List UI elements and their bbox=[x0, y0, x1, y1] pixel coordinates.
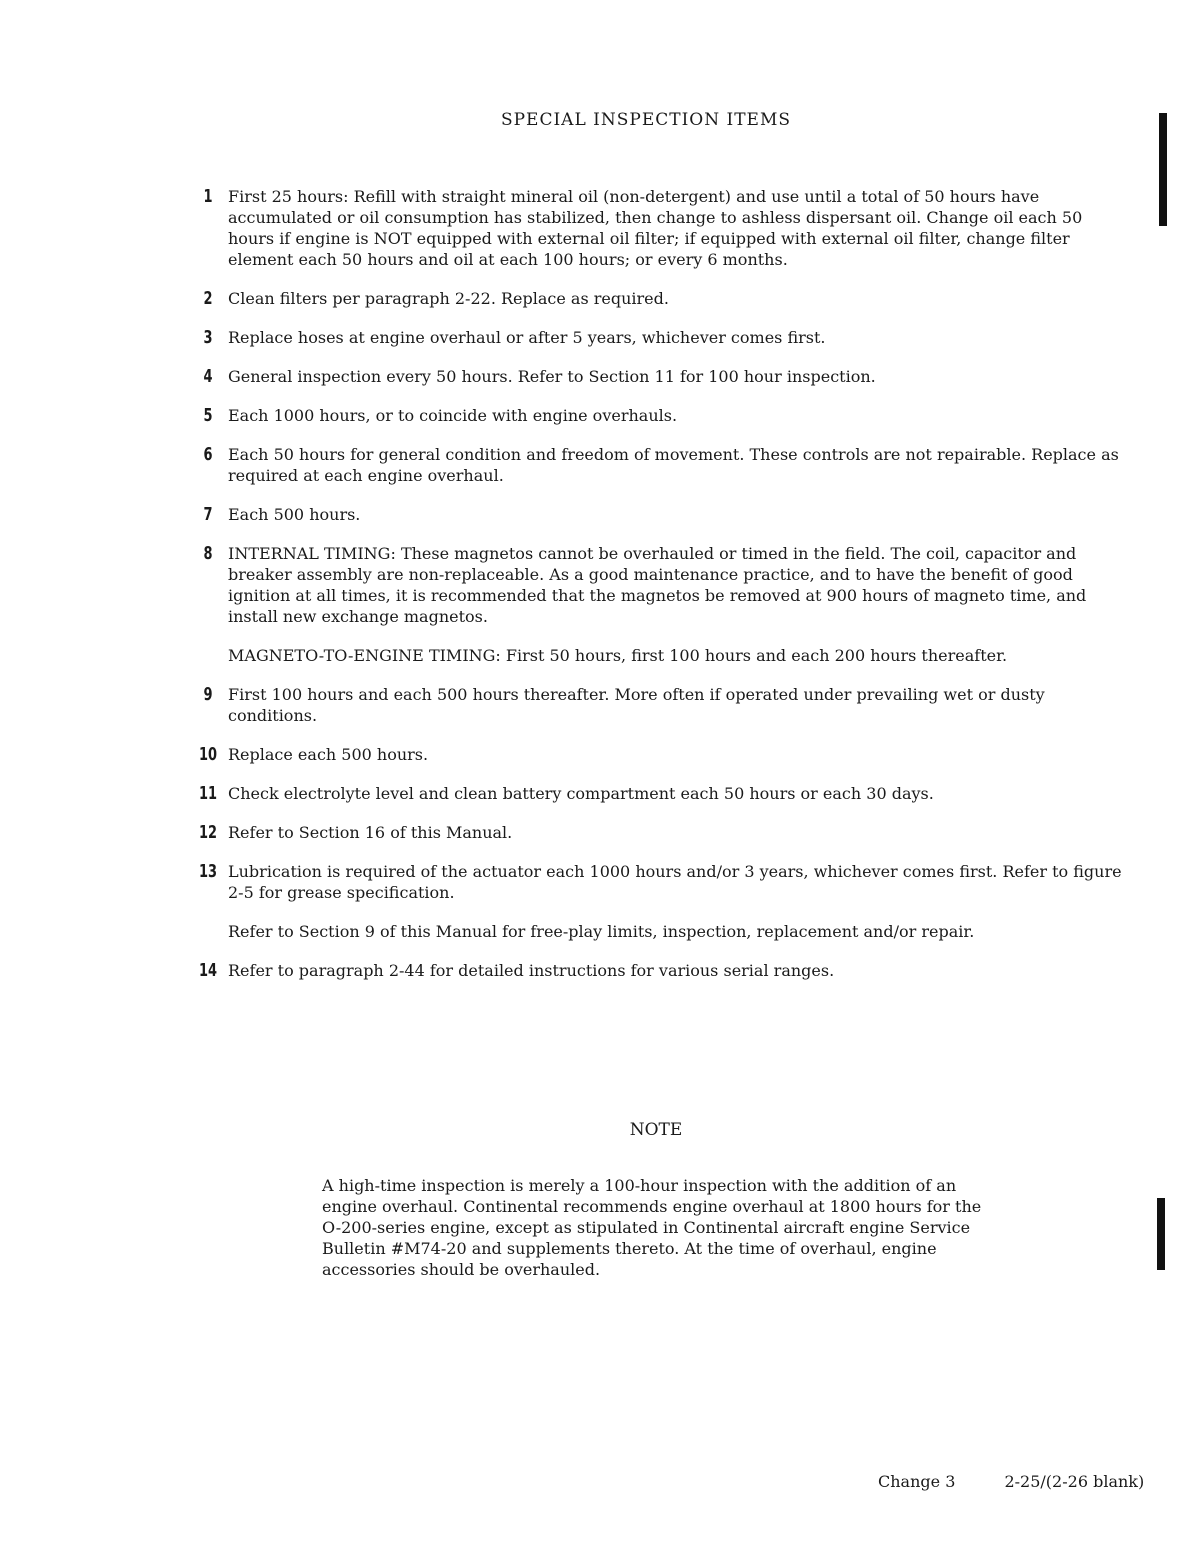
item-body bbox=[228, 186, 1128, 270]
item-number: 3 bbox=[203, 327, 213, 348]
item-paragraph: Refer to Section 9 of this Manual for free-play limits, inspection, replacement and/or repair. bbox=[228, 922, 975, 941]
item-paragraph: INTERNAL TIMING: These magnetos cannot be overhauled or timed in the field. The coil, capacitor and breaker assembly are non-replaceable. As a good maintenance practice, and to have the benefit of good ignition at all times, it is recommended that the magnetos be removed at 900 hours of magneto time, and install new exchange magnetos. bbox=[228, 544, 1087, 626]
item-paragraph: General inspection every 50 hours. Refer to Section 11 for 100 hour inspection. bbox=[228, 367, 876, 386]
inspection-item bbox=[188, 186, 1128, 270]
inspection-item bbox=[188, 822, 1128, 843]
inspection-item-list bbox=[188, 186, 1128, 999]
change-number: Change 3 bbox=[878, 1472, 956, 1491]
item-paragraph: Refer to paragraph 2-44 for detailed instructions for various serial ranges. bbox=[228, 961, 835, 980]
item-number: 6 bbox=[203, 444, 213, 465]
item-paragraph: MAGNETO-TO-ENGINE TIMING: First 50 hours, first 100 hours and each 200 hours thereafter. bbox=[228, 646, 1008, 665]
page-number: 2-25/(2-26 blank) bbox=[1004, 1472, 1145, 1491]
item-paragraph: Replace each 500 hours. bbox=[228, 745, 429, 764]
page-title: SPECIAL INSPECTION ITEMS bbox=[500, 110, 792, 130]
inspection-item bbox=[188, 405, 1128, 426]
item-paragraph: First 25 hours: Refill with straight mineral oil (non-detergent) and use until a total of 50 hours have accumulated or oil consumption has stabilized, then change to ashless dispersant oil. Change oil each 50 hours if engine is NOT equipped with external oil filter; if equipped with external oil filter, change filter element each 50 hours and oil at each 100 hours; or every 6 months. bbox=[228, 187, 1083, 269]
item-number: 2 bbox=[203, 288, 213, 309]
item-body bbox=[228, 783, 1128, 804]
item-body bbox=[228, 288, 1128, 309]
item-number: 8 bbox=[203, 543, 213, 564]
change-bar bbox=[1157, 1198, 1165, 1270]
inspection-item bbox=[188, 504, 1128, 525]
inspection-item bbox=[188, 543, 1128, 666]
item-paragraph: Replace hoses at engine overhaul or after 5 years, whichever comes first. bbox=[228, 328, 826, 347]
item-number: 5 bbox=[203, 405, 213, 426]
item-body bbox=[228, 861, 1128, 942]
inspection-item bbox=[188, 783, 1128, 804]
item-number: 11 bbox=[198, 783, 218, 804]
item-number: 4 bbox=[203, 366, 213, 387]
inspection-item bbox=[188, 684, 1128, 726]
item-body bbox=[228, 684, 1128, 726]
item-number: 14 bbox=[198, 960, 218, 981]
change-bar bbox=[1159, 113, 1167, 226]
inspection-item bbox=[188, 327, 1128, 348]
item-body bbox=[228, 744, 1128, 765]
item-number: 1 bbox=[203, 186, 213, 207]
item-paragraph: Clean filters per paragraph 2-22. Replace as required. bbox=[228, 289, 669, 308]
item-body bbox=[228, 444, 1128, 486]
item-number: 13 bbox=[198, 861, 218, 882]
item-paragraph: Lubrication is required of the actuator each 1000 hours and/or 3 years, whichever comes first. Refer to figure 2-5 for grease specification. bbox=[228, 862, 1122, 902]
inspection-item bbox=[188, 444, 1128, 486]
note-text: A high-time inspection is merely a 100-hour inspection with the addition of an engine overhaul. Continental recommends engine overhaul at 1800 hours for the O-200-series engine, except as stipulated in Continental aircraft engine Service Bulletin #M74-20 and supplements thereto. At the time of overhaul, engine accessories should be overhauled. bbox=[322, 1176, 982, 1279]
item-number: 7 bbox=[203, 504, 213, 525]
item-body bbox=[228, 366, 1128, 387]
item-number: 12 bbox=[198, 822, 218, 843]
item-paragraph: Check electrolyte level and clean battery compartment each 50 hours or each 30 days. bbox=[228, 784, 934, 803]
item-paragraph: First 100 hours and each 500 hours thereafter. More often if operated under prevailing wet or dusty conditions. bbox=[228, 685, 1045, 725]
item-paragraph: Refer to Section 16 of this Manual. bbox=[228, 823, 513, 842]
inspection-item bbox=[188, 744, 1128, 765]
item-body bbox=[228, 822, 1128, 843]
inspection-item bbox=[188, 861, 1128, 942]
inspection-item bbox=[188, 366, 1128, 387]
item-number: 9 bbox=[203, 684, 213, 705]
item-number: 10 bbox=[198, 744, 218, 765]
item-body bbox=[228, 960, 1128, 981]
item-body bbox=[228, 327, 1128, 348]
item-paragraph: Each 1000 hours, or to coincide with engine overhauls. bbox=[228, 406, 678, 425]
inspection-item bbox=[188, 960, 1128, 981]
inspection-item bbox=[188, 288, 1128, 309]
item-paragraph: Each 50 hours for general condition and freedom of movement. These controls are not repairable. Replace as required at each engine overhaul. bbox=[228, 445, 1119, 485]
item-body bbox=[228, 543, 1128, 666]
page-footer bbox=[878, 1472, 1144, 1491]
item-body bbox=[228, 405, 1128, 426]
item-body bbox=[228, 504, 1128, 525]
item-paragraph: Each 500 hours. bbox=[228, 505, 361, 524]
note-heading: NOTE bbox=[629, 1120, 683, 1140]
